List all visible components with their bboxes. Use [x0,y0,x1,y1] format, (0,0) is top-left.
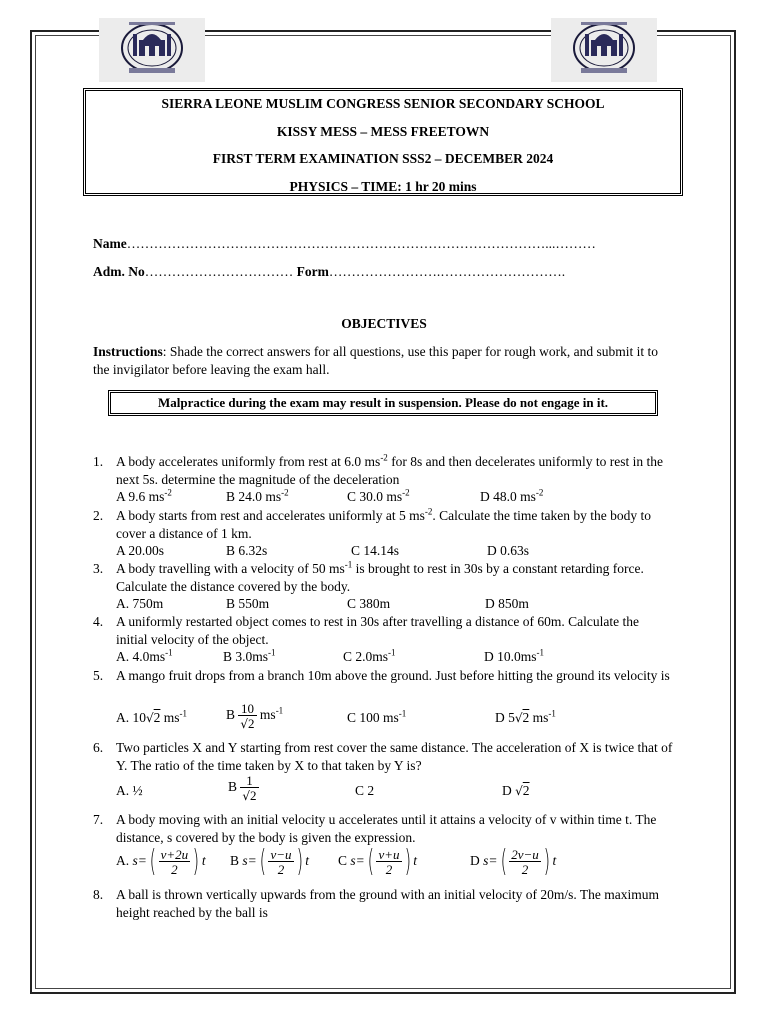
option-d[interactable]: D 5√2 $ms^{-1}$ [495,708,556,725]
malpractice-warning: Malpractice during the exam may result in suspension. Please do not engage in it. [108,390,658,416]
question-6 [93,739,673,774]
option-b[interactable]: B $\frac{10}{√2}$ $ms^{-1}$ [226,701,284,731]
question-8 [93,886,673,921]
question-text: A body starts from rest and accelerates uniformly at 5 ms [116,508,425,523]
superscript: -2 [424,506,433,517]
question-text-cont: . Calculate the time taken by the body to cover a distance of 1 km. [116,508,651,541]
option-a[interactable]: A. $4.0ms^{-1}$ [116,647,173,664]
option-d[interactable]: D 850m [485,596,529,611]
question-number: 6. [93,740,104,755]
question-3 [93,560,673,595]
option-d[interactable]: D √2 [502,783,530,798]
question-number: 4. [93,614,104,629]
question-2 [93,507,673,542]
option-c[interactable]: C 14.14s [351,543,400,558]
option-d[interactable]: D 0.63s [487,543,530,558]
option-c[interactable]: C 100 $ms^{-1}$ [347,708,407,725]
adm-form-field[interactable] [93,264,565,280]
school-location: KISSY MESS – MESS FREETOWN [276,124,490,139]
option-a[interactable]: A. ½ [116,783,143,798]
question-text: A body moving with an initial velocity u accelerates until it attains a velocity of v within time t. The distance, s covered by the body is given the expression. [116,812,657,845]
option-b[interactable]: B 6.32s [226,543,268,558]
option-b[interactable]: B 550m [226,596,270,611]
question-6-options [116,774,676,804]
option-c[interactable]: C $2.0ms^{-1}$ [343,647,396,664]
question-text-cont: for 8s and then decelerates uniformly to rest in the next 5s. determine the magnitude of the deceleration [116,454,663,487]
name-label: Name [93,236,127,251]
option-a[interactable]: A 9.6 $ms^{-2}$ [116,487,172,504]
question-text: A ball is thrown vertically upwards from the ground with an initial velocity of 20m/s. The maximum height reached by the ball is [116,887,660,920]
question-4 [93,613,673,648]
option-d[interactable]: D s=( $\frac{2v-u}{2}$ ) t [470,844,557,879]
option-c[interactable]: C s=( $\frac{v+u}{2}$ ) t [338,844,418,879]
question-5 [93,667,673,685]
option-c[interactable]: C 2 [355,783,375,798]
option-b[interactable]: B s=( $\frac{v-u}{2}$ ) t [230,844,310,879]
option-a[interactable]: A. 10√2 $ms^{-1}$ [116,708,188,725]
question-1 [93,453,673,488]
school-logo-right [551,18,657,82]
option-d[interactable]: D 48.0 $ms^{-2}$ [480,487,544,504]
option-b[interactable]: B $3.0ms^{-1}$ [223,647,276,664]
exam-header [83,88,683,196]
exam-title: FIRST TERM EXAMINATION SSS2 – DECEMBER 2024 [212,151,554,166]
question-text: A mango fruit drops from a branch 10m above the ground. Just before hitting the ground its velocity is [116,668,670,683]
question-number: 1. [93,454,104,469]
name-dots: …………………………………………………………………………………...……… [126,236,596,251]
form-dots: …………………….………………………. [328,264,566,279]
question-number: 2. [93,508,104,523]
option-a[interactable]: A 20.00s [116,543,165,558]
option-a[interactable]: A. s=( $\frac{v+2u}{2}$ ) t [116,844,206,879]
question-text-cont: is brought to rest in 30s by a constant retarding force. Calculate the distance covered by the body. [116,561,644,594]
question-number: 8. [93,887,104,902]
school-logo-left [99,18,205,82]
superscript: -2 [380,452,388,463]
question-7-options [116,844,676,879]
instructions-label: Instructions [93,344,163,359]
option-c[interactable]: C 380m [347,596,391,611]
question-text: Two particles X and Y starting from rest cover the same distance. The acceleration of X is twice that of Y. The ratio of the time taken by X to that taken by Y is? [116,740,673,773]
option-a[interactable]: A. 750m [116,596,164,611]
question-5-options [116,702,676,732]
form-label: Form [296,264,329,279]
subject-time: PHYSICS – TIME: 1 hr 20 mins [289,179,477,194]
school-name: SIERRA LEONE MUSLIM CONGRESS SENIOR SECONDARY SCHOOL [161,96,605,111]
question-text: A uniformly restarted object comes to rest in 30s after travelling a distance of 60m. Calculate the initial velocity of the object. [116,614,639,647]
option-c[interactable]: C 30.0 $ms^{-2}$ [347,487,410,504]
option-b[interactable]: B $\frac{1}{√2}$ [228,773,257,803]
adm-dots: …………………………… [144,264,294,279]
question-text: A body accelerates uniformly from rest at 6.0 ms [116,454,381,469]
section-title: OBJECTIVES [341,316,427,331]
superscript: -1 [344,559,353,570]
question-number: 3. [93,561,104,576]
adm-label: Adm. No [93,264,145,279]
option-b[interactable]: B 24.0 $ms^{-2}$ [226,487,289,504]
question-number: 5. [93,668,104,683]
question-7 [93,811,673,846]
name-field[interactable] [93,236,596,252]
question-number: 7. [93,812,104,827]
instructions-text: : Shade the correct answers for all questions, use this paper for rough work, and submit it to the invigilator before leaving the exam hall. [93,344,659,377]
option-d[interactable]: D $10.0ms^{-1}$ [484,647,545,664]
question-text: A body travelling with a velocity of 50 ms [116,561,345,576]
instructions [93,343,673,379]
